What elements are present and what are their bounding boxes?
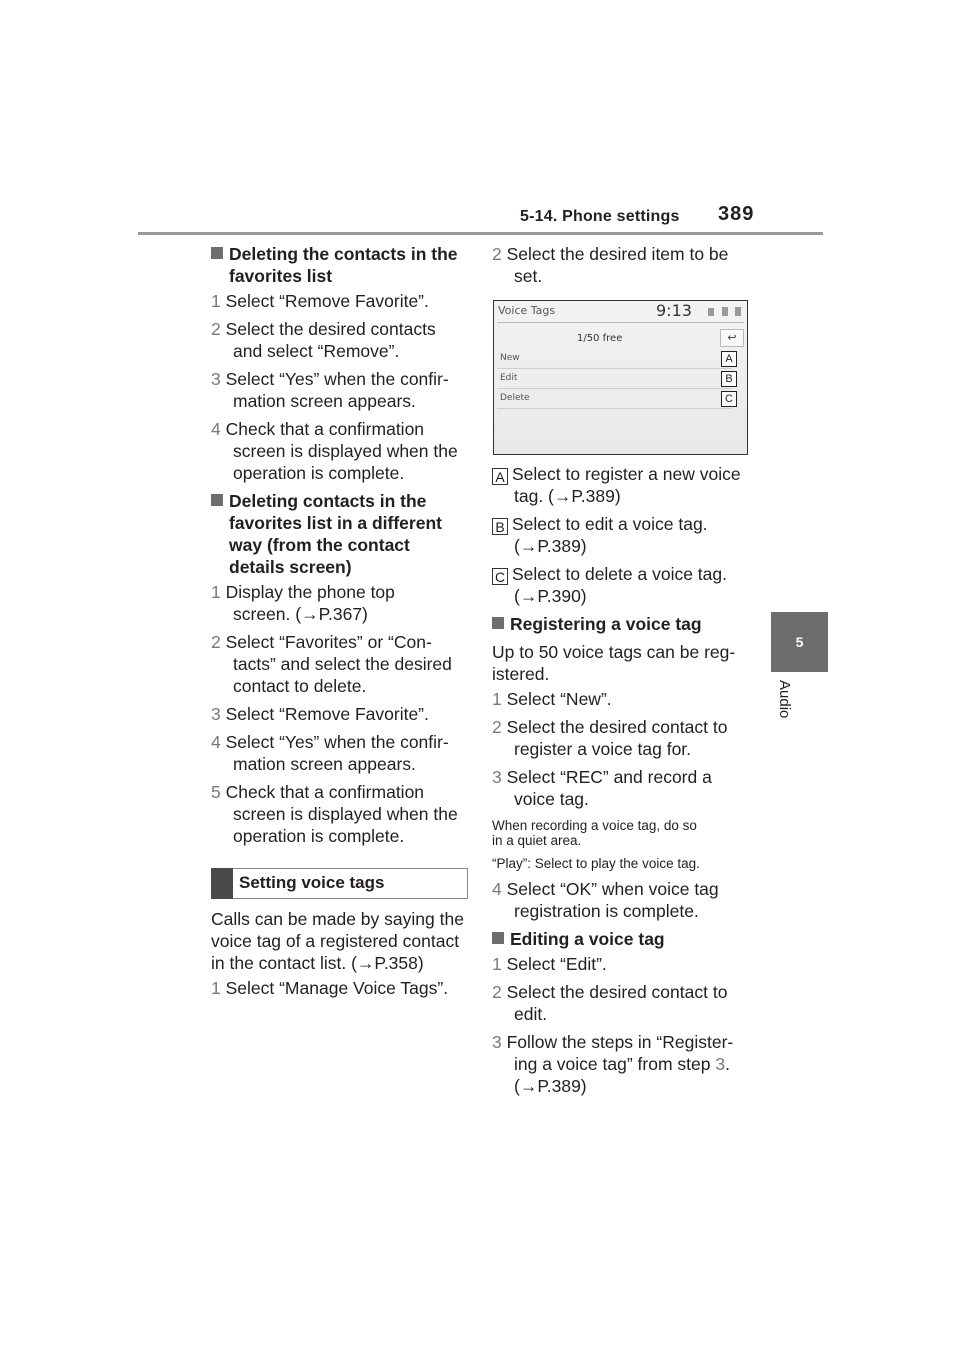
step-2: 2 Select the desired contacts	[211, 319, 436, 339]
row-new[interactable]: New	[497, 350, 732, 369]
step-2-cont: and select “Remove”.	[233, 341, 400, 361]
alt-step-2-cont2: contact to delete.	[233, 676, 367, 696]
voice-step-1: 1 Select “Manage Voice Tags”.	[211, 978, 449, 998]
heading-delete-alt: Deleting contacts in the	[211, 490, 426, 512]
heading-edit: Editing a voice tag	[492, 928, 665, 950]
callout-a: A	[721, 351, 737, 367]
heading-delete-favorites-cont: favorites list	[229, 266, 333, 286]
bullet-square-icon	[492, 617, 504, 629]
edit-step-3-cont2: (→P.389)	[514, 1076, 587, 1096]
edit-step-3-cont: ing a voice tag” from step 3.	[514, 1054, 730, 1074]
section-heading: Setting voice tags	[239, 873, 385, 892]
key-b: B	[492, 518, 508, 535]
row-edit[interactable]: Edit	[497, 370, 732, 389]
chapter-tab: 5	[771, 612, 828, 672]
page-number: 389	[718, 203, 755, 225]
alt-step-4-cont: mation screen appears.	[233, 754, 416, 774]
edit-step-3: 3 Follow the steps in “Register-	[492, 1032, 734, 1052]
step-3-cont: mation screen appears.	[233, 391, 416, 411]
screen-title-rule	[497, 322, 744, 323]
step-4-cont2: operation is complete.	[233, 463, 405, 483]
key-a: A	[492, 468, 508, 485]
heading-register: Registering a voice tag	[492, 613, 702, 635]
legend-b-cont: (→P.389)	[514, 536, 587, 556]
step-4: 4 Check that a confirmation	[211, 419, 425, 439]
intro-l1: Calls can be made by saying the	[211, 909, 464, 929]
battery-icon	[722, 307, 728, 316]
edit-step-2: 2 Select the desired contact to	[492, 982, 728, 1002]
register-intro-l2: istered.	[492, 664, 550, 684]
reg-step-3-cont: voice tag.	[514, 789, 589, 809]
legend-b: B Select to edit a voice tag.	[492, 513, 708, 535]
screen-title: Voice Tags	[498, 304, 556, 317]
alt-step-1-cont: screen. (→P.367)	[233, 604, 368, 624]
bluetooth-icon	[735, 307, 741, 316]
section-bar	[211, 868, 233, 899]
alt-step-4: 4 Select “Yes” when the confir-	[211, 732, 449, 752]
heading-delete-alt-l3: way (from the contact	[229, 535, 410, 555]
reg-step-1: 1 Select “New”.	[492, 689, 612, 709]
heading-delete-favorites: Deleting the contacts in the	[211, 243, 458, 265]
note-play: “Play”: Select to play the voice tag.	[492, 856, 700, 871]
alt-step-5-cont: screen is displayed when the	[233, 804, 458, 824]
header-rule	[138, 232, 823, 235]
reg-step-4-cont: registration is complete.	[514, 901, 699, 921]
reg-step-2: 2 Select the desired contact to	[492, 717, 728, 737]
free-count: 1/50 free	[577, 333, 623, 344]
legend-a: A Select to register a new voice	[492, 463, 741, 485]
edit-step-2-cont: edit.	[514, 1004, 548, 1024]
r-step-2: 2 Select the desired item to be	[492, 244, 729, 264]
alt-step-1: 1 Display the phone top	[211, 582, 395, 602]
row-delete[interactable]: Delete	[497, 390, 732, 409]
r-step-2-cont: set.	[514, 266, 543, 286]
heading-delete-alt-l2: favorites list in a different	[229, 513, 442, 533]
step-1: 1 Select “Remove Favorite”.	[211, 291, 429, 311]
intro-l3: in the contact list. (→P.358)	[211, 953, 424, 973]
alt-step-2: 2 Select “Favorites” or “Con-	[211, 632, 432, 652]
heading-delete-alt-l4: details screen)	[229, 557, 352, 577]
key-c: C	[492, 568, 508, 585]
reg-step-3: 3 Select “REC” and record a	[492, 767, 712, 787]
legend-c: C Select to delete a voice tag.	[492, 563, 727, 585]
register-intro-l1: Up to 50 voice tags can be reg-	[492, 642, 736, 662]
bullet-square-icon	[211, 247, 223, 259]
edit-step-1: 1 Select “Edit”.	[492, 954, 607, 974]
reg-step-4: 4 Select “OK” when voice tag	[492, 879, 719, 899]
note-quiet-l2: in a quiet area.	[492, 833, 582, 848]
screen-time: 9:13	[656, 301, 692, 320]
step-4-cont: screen is displayed when the	[233, 441, 458, 461]
alt-step-5-cont2: operation is complete.	[233, 826, 405, 846]
alt-step-5: 5 Check that a confirmation	[211, 782, 425, 802]
callout-b: B	[721, 371, 737, 387]
intro-l2: voice tag of a registered contact	[211, 931, 460, 951]
alt-step-3: 3 Select “Remove Favorite”.	[211, 704, 429, 724]
bullet-square-icon	[211, 494, 223, 506]
chapter-label: Audio	[776, 680, 793, 719]
section-title: 5-14. Phone settings	[520, 208, 680, 225]
reg-step-2-cont: register a voice tag for.	[514, 739, 692, 759]
alt-step-2-cont: tacts” and select the desired	[233, 654, 452, 674]
signal-icon	[708, 308, 714, 316]
note-quiet-l1: When recording a voice tag, do so	[492, 818, 697, 833]
step-3: 3 Select “Yes” when the confir-	[211, 369, 449, 389]
legend-c-cont: (→P.390)	[514, 586, 587, 606]
legend-a-cont: tag. (→P.389)	[514, 486, 621, 506]
voice-tags-screen	[493, 300, 748, 455]
bullet-square-icon	[492, 932, 504, 944]
back-button[interactable]: ↩	[720, 329, 744, 347]
callout-c: C	[721, 391, 737, 407]
